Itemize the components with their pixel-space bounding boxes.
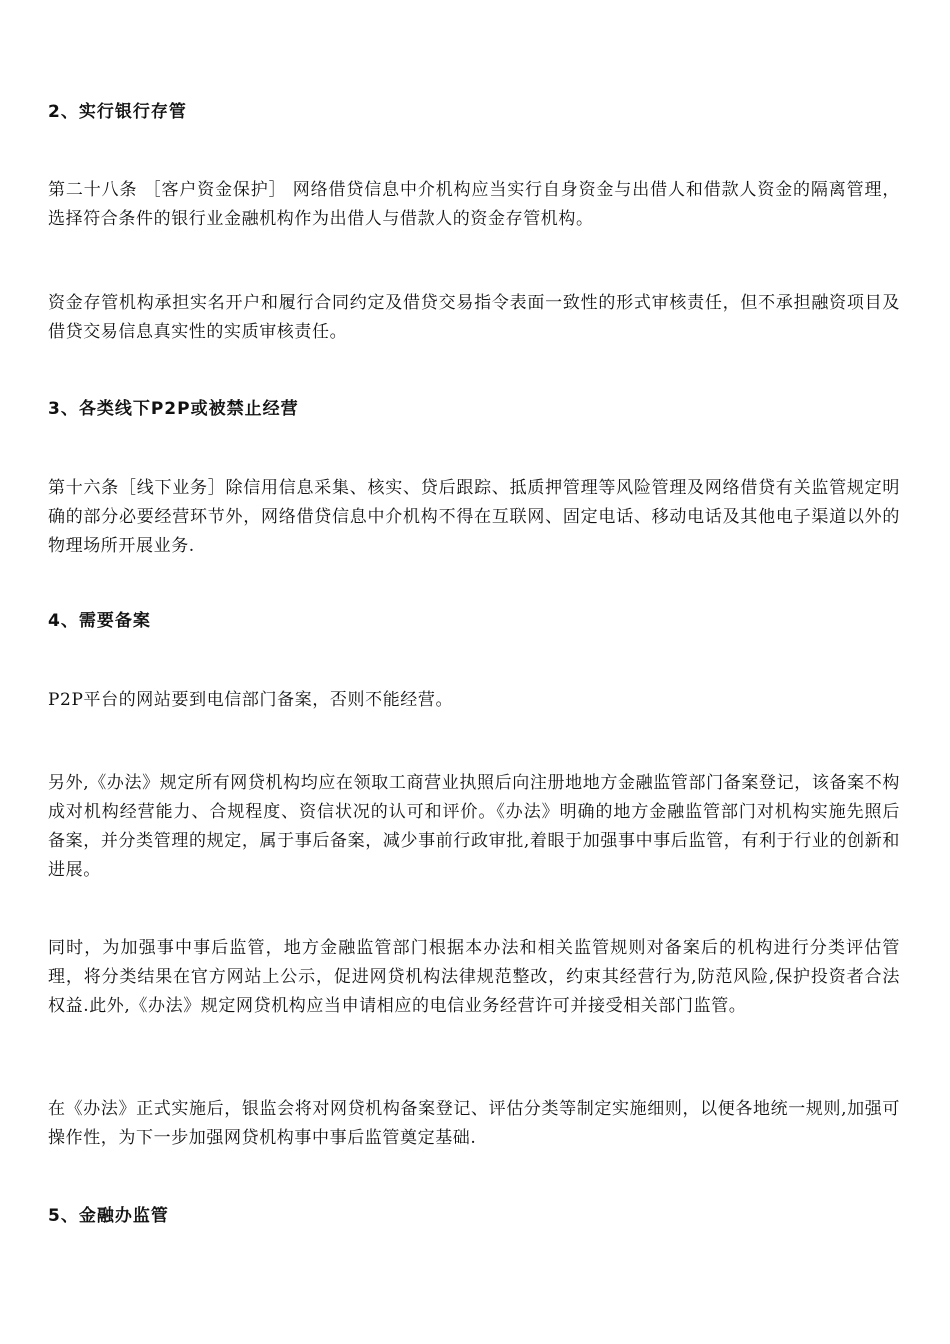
- paragraph-article-28: 第二十八条 ［客户资金保护］ 网络借贷信息中介机构应当实行自身资金与出借人和借款人资金的隔离管理，选择符合条件的银行业金融机构作为出借人与借款人的资金存管机构。: [48, 180, 900, 229]
- paragraph-custody-responsibility: 资金存管机构承担实名开户和履行合同约定及借贷交易指令表面一致性的形式审核责任，但不承担融资项目及借贷交易信息真实性的实质审核责任。: [48, 293, 900, 342]
- section-heading-filing: 4、需要备案: [48, 611, 151, 631]
- paragraph-website-filing: P2P平台的网站要到电信部门备案，否则不能经营。: [48, 690, 454, 710]
- section-heading-offline-p2p: 3、各类线下P2P或被禁止经营: [48, 399, 299, 419]
- paragraph-implementation: 在《办法》正式实施后，银监会将对网贷机构备案登记、评估分类等制定实施细则，以便各地统一规则,加强可操作性，为下一步加强网贷机构事中事后监管奠定基础.: [48, 1099, 900, 1148]
- section-heading-bank-custody: 2、实行银行存管: [48, 102, 187, 122]
- section-heading-financial-office: 5、金融办监管: [48, 1206, 169, 1226]
- paragraph-supervision: 同时，为加强事中事后监管，地方金融监管部门根据本办法和相关监管规则对备案后的机构进行分类评估管理，将分类结果在官方网站上公示，促进网贷机构法律规范整改，约束其经营行为,防范风险,保护投资者合法权益.此外,《办法》规定网贷机构应当申请相应的电信业务经营许可并接受相关部门监管。: [48, 938, 900, 1016]
- paragraph-registration: 另外,《办法》规定所有网贷机构均应在领取工商营业执照后向注册地地方金融监管部门备案登记，该备案不构成对机构经营能力、合规程度、资信状况的认可和评价。《办法》明确的地方金融监管部门对机构实施先照后备案，并分类管理的规定，属于事后备案，减少事前行政审批,着眼于加强事中事后监管，有利于行业的创新和进展。: [48, 773, 900, 880]
- paragraph-article-16: 第十六条［线下业务］除信用信息采集、核实、贷后跟踪、抵质押管理等风险管理及网络借贷有关监管规定明确的部分必要经营环节外，网络借贷信息中介机构不得在互联网、固定电话、移动电话及其他电子渠道以外的物理场所开展业务.: [48, 478, 900, 556]
